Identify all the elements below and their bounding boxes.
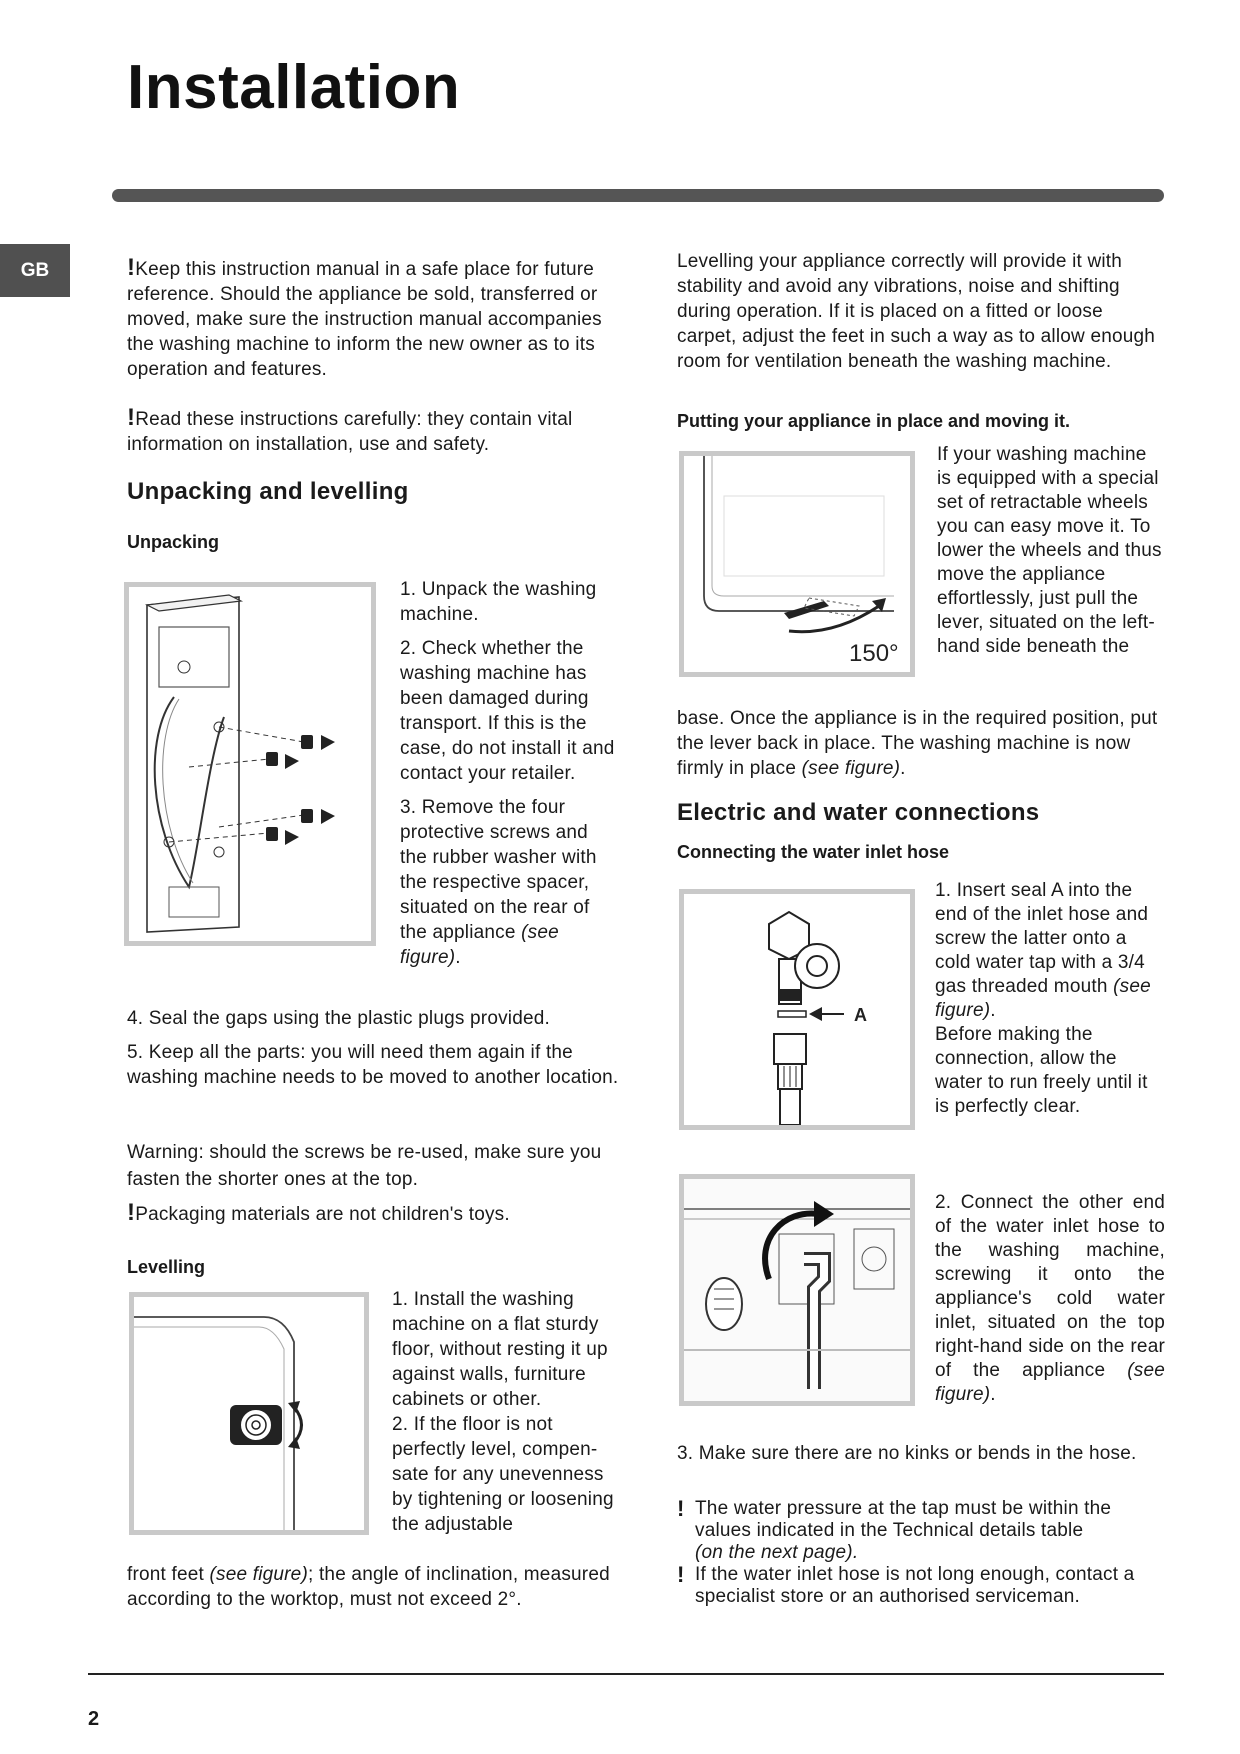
rear-inlet-illustration — [684, 1179, 910, 1401]
inlet-before-note: Before making the connection, allow the water to run freely until it is perfectly clear. — [935, 1024, 1148, 1117]
inlet-hose-heading: Connecting the water inlet hose — [677, 842, 950, 862]
angle-label: 150° — [849, 640, 899, 667]
inlet-step-1: 1. Insert seal A into the end of the inlet hose and screw the latter onto a cold water tap with a 3/4 gas threaded mouth (see figure). — [935, 880, 1151, 1021]
intro-note-1-text: Keep this instruction manual in a safe place for future reference. Should the appliance be sold, transferred or moved, make sure the instruction manual accompanies the washing machine to inform the new owner as to its operation and features. — [127, 259, 602, 380]
inlet-step-3: 3. Make sure there are no kinks or bends in the hose. — [677, 1443, 1137, 1464]
seal-a-label: A — [854, 1005, 867, 1025]
see-figure-ref: (see figure) — [935, 1360, 1165, 1405]
page-title: Installation — [127, 53, 461, 122]
see-figure-ref: (see figure) — [400, 922, 559, 968]
unpacking-step-1: 1. Unpack the washing machine. — [400, 579, 597, 625]
see-figure-ref: (see figure) — [209, 1564, 308, 1585]
language-tab: GB — [0, 244, 70, 297]
exclamation-icon: ! — [677, 1496, 685, 1521]
packaging-note: !Packaging materials are not children's toys. — [127, 1199, 510, 1226]
pressure-note — [677, 1498, 1167, 1608]
unpacking-step-3: 3. Remove the four protective screws and the rubber washer with the respective spacer, situated on the rear of the appliance (see figure). — [400, 797, 597, 968]
exclamation-icon: ! — [127, 254, 136, 281]
intro-note-2 — [127, 405, 617, 457]
exclamation-icon: ! — [127, 1199, 136, 1226]
tap-figure — [679, 889, 915, 1130]
inlet-step-2: 2. Connect the other end of the water inlet hose to the washing machine, screwing it onto the appliance's cold water inlet, situated on the top right-hand side on the rear of the appliance (see figure). — [935, 1192, 1165, 1405]
intro-note-1 — [127, 255, 617, 382]
see-figure-ref: (see figure) — [801, 758, 901, 779]
exclamation-icon: ! — [127, 404, 136, 431]
moving-text: If your washing machine is equipped with a special set of retractable wheels you can easy move it. To lower the wheels and thus move the appliance effortlessly, just pull the lever, situated on the left-hand side beneath the — [937, 444, 1162, 657]
unpacking-heading: Unpacking — [127, 532, 220, 552]
connections-heading: Electric and water connections — [677, 799, 1040, 826]
moving-continued: base. Once the appliance is in the required position, put the lever back in place. The washing machine is now firmly in place (see figure). — [677, 708, 1158, 779]
levelling-step-1: 1. Install the washing machine on a flat sturdy floor, without resting it up against walls, furniture cabinets or other. — [392, 1289, 608, 1410]
retractable-wheels-illustration — [684, 456, 910, 672]
unpacking-figure — [124, 582, 376, 946]
footer-divider — [88, 1673, 1164, 1675]
unpacking-step-5: 5. Keep all the parts: you will need them again if the washing machine needs to be moved to another location. — [127, 1042, 619, 1088]
levelling-step-2: 2. If the floor is not perfectly level, compen-sate for any unevenness by tightening or loosening the adjustable — [392, 1414, 614, 1535]
unpacking-step-4: 4. Seal the gaps using the plastic plugs provided. — [127, 1008, 550, 1029]
levelling-continued: front feet (see figure); the angle of inclination, measured according to the worktop, must not exceed 2°. — [127, 1564, 610, 1610]
screws-warning: Warning: should the screws be re-used, make sure you fasten the shorter ones at the top. — [127, 1142, 602, 1190]
next-page-ref: (on the next page). — [695, 1542, 859, 1563]
moving-heading: Putting your appliance in place and moving it. — [677, 411, 1071, 431]
water-tap-illustration — [684, 894, 910, 1125]
adjustable-foot-illustration — [134, 1297, 364, 1530]
levelling-figure — [129, 1292, 369, 1535]
washing-machine-rear-illustration — [129, 587, 371, 941]
see-figure-ref: (see figure) — [935, 976, 1151, 1021]
levelling-paragraph: Levelling your appliance correctly will provide it with stability and avoid any vibrations, noise and shifting during operation. If it is placed on a fitted or loose carpet, adjust the feet in such a way as to allow enough room for ventilation beneath the washing machine. — [677, 251, 1156, 372]
unpacking-steps-continued — [127, 1006, 627, 1099]
intro-note-2-text: Read these instructions carefully: they contain vital information on installation, use and safety. — [127, 409, 573, 455]
unpacking-levelling-heading: Unpacking and levelling — [127, 478, 409, 505]
exclamation-icon: ! — [677, 1562, 685, 1587]
wheels-figure — [679, 451, 915, 677]
unpacking-step-2: 2. Check whether the washing machine has been damaged during transport. If this is the case, do not install it and contact your retailer. — [400, 638, 615, 784]
inlet-connection-figure — [679, 1174, 915, 1406]
title-divider — [112, 189, 1164, 202]
levelling-heading: Levelling — [127, 1257, 206, 1277]
hose-length-note: If the water inlet hose is not long enough, contact a specialist store or an authorised serviceman. — [695, 1564, 1135, 1607]
levelling-steps — [392, 1287, 624, 1537]
pressure-note-text: The water pressure at the tap must be within the values indicated in the Technical details table (on the next page). — [695, 1498, 1112, 1563]
page-number: 2 — [88, 1708, 100, 1730]
unpacking-steps — [400, 577, 620, 979]
inlet-step-1-block — [935, 879, 1165, 1119]
